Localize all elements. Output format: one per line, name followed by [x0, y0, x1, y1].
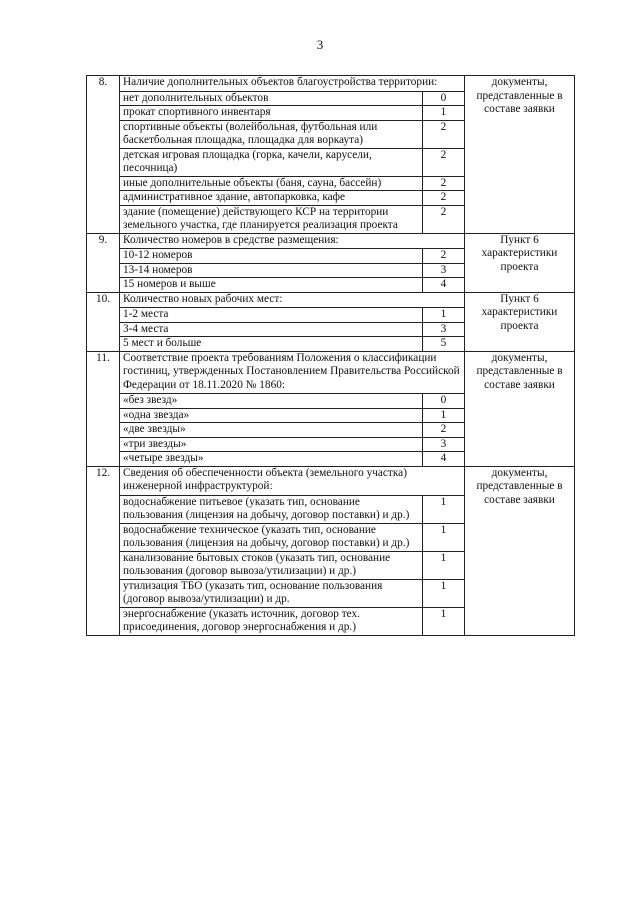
option-label: прокат спортивного инвентаря	[120, 106, 423, 121]
section-number: 12.	[87, 466, 120, 635]
section-title: Наличие дополнительных объектов благоустройства территории:	[120, 76, 465, 92]
option-score: 3	[423, 437, 465, 452]
option-score: 5	[423, 337, 465, 352]
section-number: 9.	[87, 233, 120, 292]
option-score: 2	[423, 205, 465, 233]
option-score: 2	[423, 148, 465, 176]
section-title: Соответствие проекта требованиям Положения о классификации гостиниц, утвержденных Постановлением Правительства Российской Федерации от 18.11.2020 № 1860:	[120, 351, 465, 394]
option-score: 1	[423, 408, 465, 423]
option-score: 2	[423, 249, 465, 264]
section-title: Сведения об обеспеченности объекта (земельного участка) инженерной инфраструктурой:	[120, 466, 465, 495]
criteria-table	[86, 75, 575, 636]
section-header-row	[87, 466, 575, 495]
section-title: Количество номеров в средстве размещения:	[120, 233, 465, 249]
section-number: 8.	[87, 76, 120, 234]
section-header-row	[87, 351, 575, 394]
option-score: 2	[423, 176, 465, 191]
option-score: 1	[423, 523, 465, 551]
option-label: здание (помещение) действующего КСР на территории земельного участка, где планируется реализация проекта	[120, 205, 423, 233]
option-label: 10-12 номеров	[120, 249, 423, 264]
section-source: Пункт 6 характеристики проекта	[465, 233, 575, 292]
option-label: нет дополнительных объектов	[120, 91, 423, 106]
option-label: 13-14 номеров	[120, 263, 423, 278]
option-score: 1	[423, 607, 465, 635]
option-score: 4	[423, 278, 465, 293]
option-label: «три звезды»	[120, 437, 423, 452]
option-score: 1	[423, 308, 465, 323]
option-score: 2	[423, 423, 465, 438]
option-label: «две звезды»	[120, 423, 423, 438]
option-label: 5 мест и больше	[120, 337, 423, 352]
option-label: водоснабжение техническое (указать тип, основание пользования (лицензия на добычу, договор поставки) и др.)	[120, 523, 423, 551]
section-source: документы, представленные в составе заявки	[465, 76, 575, 234]
option-label: водоснабжение питьевое (указать тип, основание пользования (лицензия на добычу, договор поставки) и др.)	[120, 495, 423, 523]
option-score: 2	[423, 191, 465, 206]
option-label: административное здание, автопарковка, кафе	[120, 191, 423, 206]
option-label: 1-2 места	[120, 308, 423, 323]
option-label: спортивные объекты (волейбольная, футбольная или баскетбольная площадка, площадка для воркаута)	[120, 120, 423, 148]
section-header-row	[87, 292, 575, 308]
option-label: «без звезд»	[120, 394, 423, 409]
section-header-row	[87, 76, 575, 92]
option-score: 3	[423, 263, 465, 278]
option-label: утилизация ТБО (указать тип, основание пользования (договор вывоза/утилизации) и др.	[120, 579, 423, 607]
option-score: 4	[423, 452, 465, 467]
option-label: детская игровая площадка (горка, качели, карусели, песочница)	[120, 148, 423, 176]
option-label: энергоснабжение (указать источник, договор тех. присоединения, договор энергоснабжения и др.)	[120, 607, 423, 635]
option-label: 15 номеров и выше	[120, 278, 423, 293]
section-source: Пункт 6 характеристики проекта	[465, 292, 575, 351]
option-label: канализование бытовых стоков (указать тип, основание пользования (договор вывоза/утилизации) и др.)	[120, 551, 423, 579]
option-label: «четыре звезды»	[120, 452, 423, 467]
section-number: 10.	[87, 292, 120, 351]
option-score: 0	[423, 91, 465, 106]
section-number: 11.	[87, 351, 120, 466]
option-label: 3-4 места	[120, 322, 423, 337]
option-score: 0	[423, 394, 465, 409]
option-score: 1	[423, 579, 465, 607]
section-source: документы, представленные в составе заявки	[465, 351, 575, 466]
option-label: иные дополнительные объекты (баня, сауна, бассейн)	[120, 176, 423, 191]
section-title: Количество новых рабочих мест:	[120, 292, 465, 308]
option-score: 3	[423, 322, 465, 337]
page-number: 3	[316, 37, 324, 52]
option-score: 1	[423, 106, 465, 121]
option-score: 2	[423, 120, 465, 148]
option-label: «одна звезда»	[120, 408, 423, 423]
option-score: 1	[423, 495, 465, 523]
option-score: 1	[423, 551, 465, 579]
section-header-row	[87, 233, 575, 249]
section-source: документы, представленные в составе заявки	[465, 466, 575, 635]
